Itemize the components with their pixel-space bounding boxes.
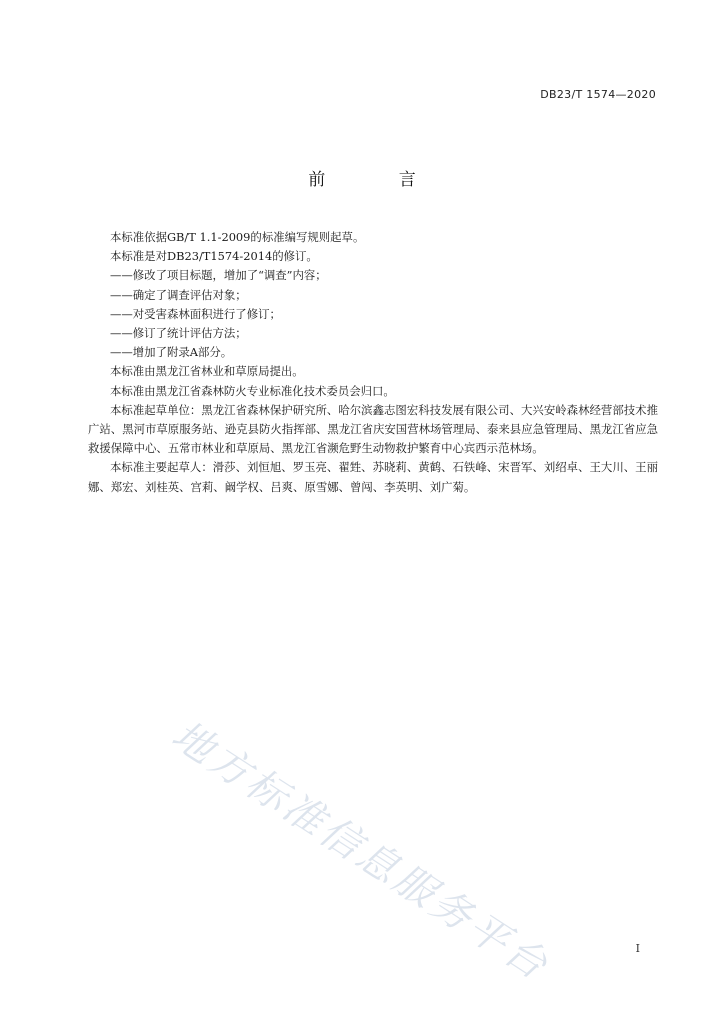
paragraph-basis: 本标准依据GB/T 1.1-2009的标准编写规则起草。 xyxy=(110,230,365,244)
paragraph-drafters: 本标准主要起草人：滑莎、刘恒旭、罗玉亮、翟甡、苏晓莉、黄鹤、石铁峰、宋晋军、刘绍卓、王大川、王丽娜、郑宏、刘桂英、宫莉、阚学权、吕爽、原雪娜、曾闯、李英明、刘广菊。 xyxy=(88,460,658,494)
page-title: 前 言 xyxy=(308,170,450,190)
change-item-appendix: ——增加了附录A部分。 xyxy=(110,345,233,360)
foreword-body xyxy=(88,228,658,497)
paragraph-proposer: 本标准由黑龙江省林业和草原局提出。 xyxy=(110,364,304,379)
paragraph-committee: 本标准由黑龙江省森林防火专业标准化技术委员会归口。 xyxy=(110,383,395,398)
header-divider xyxy=(88,107,656,108)
paragraph-revision: 本标准是对DB23/T1574-2014的修订。 xyxy=(110,249,318,264)
change-item-title: ——修改了项目标题，增加了“调查”内容； xyxy=(110,268,327,283)
change-item-method: ——修订了统计评估方法； xyxy=(110,326,247,341)
page-number: I xyxy=(635,942,640,955)
watermark-text: 地方标准信息服务平台 xyxy=(163,712,558,991)
paragraph-drafting-units: 本标准起草单位：黑龙江省森林保护研究所、哈尔滨鑫志图宏科技发展有限公司、大兴安岭森林经营部技术推广站、黑河市草原服务站、逊克县防火指挥部、黑龙江省庆安国营林场管理局、泰来县应急管理局、黑龙江省应急救援保障中心、五常市林业和草原局、黑龙江省濒危野生动物救护繁育中心宾西示范林场。 xyxy=(88,402,658,456)
standard-code: DB23/T 1574—2020 xyxy=(540,88,656,101)
change-item-area: ——对受害森林面积进行了修订； xyxy=(110,306,281,321)
change-item-object: ——确定了调查评估对象； xyxy=(110,287,247,302)
